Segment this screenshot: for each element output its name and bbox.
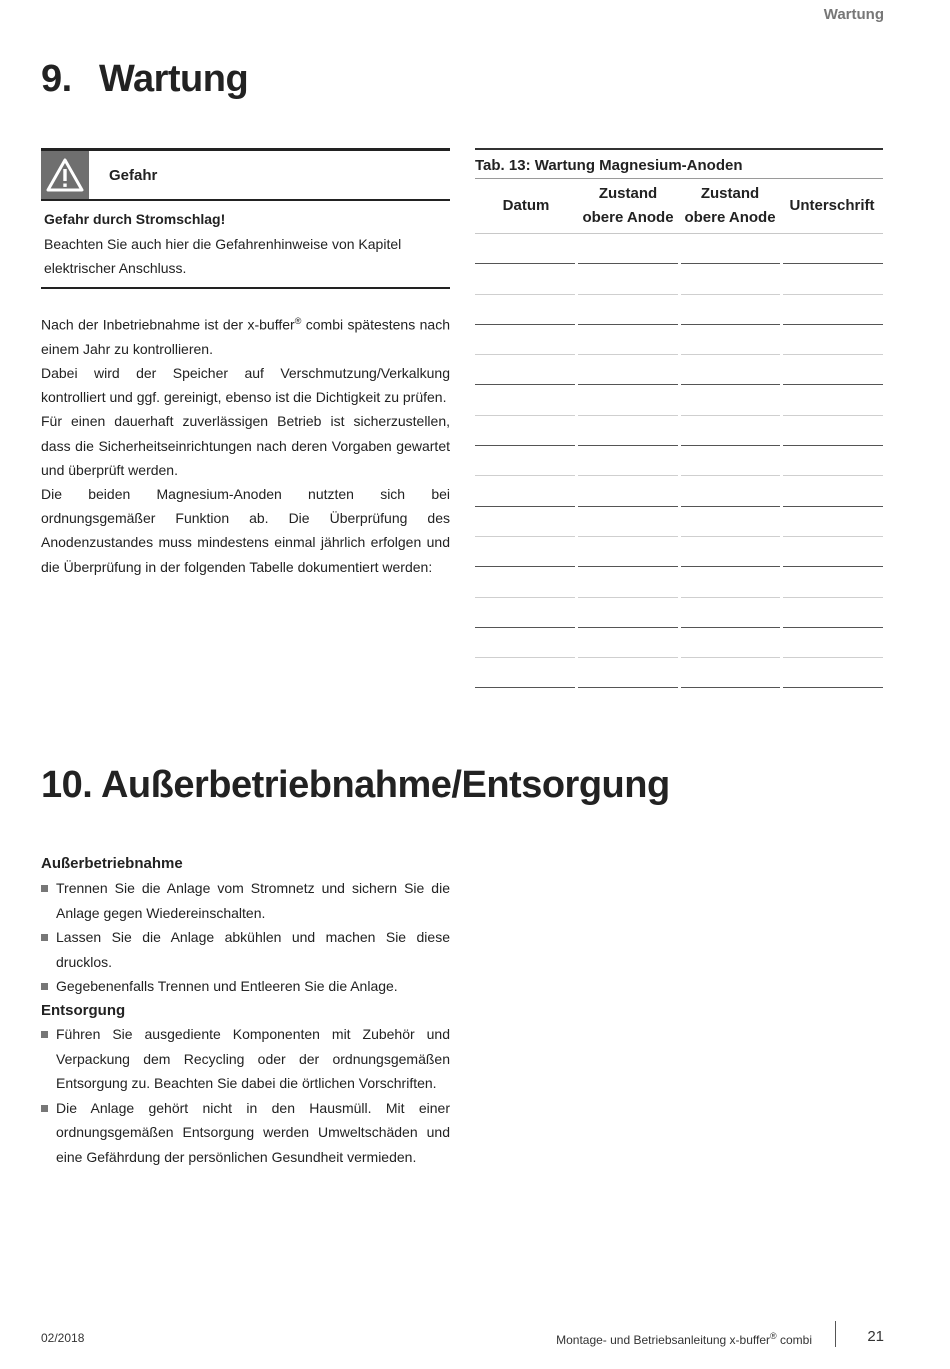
table-cell [783,295,883,325]
disposal-list [41,1022,450,1169]
danger-notice-body [41,201,450,289]
table-row [475,264,883,294]
table-cell [681,355,781,385]
decommission-heading: Außerbetriebnahme [41,855,183,872]
table-cell [783,598,883,628]
running-head: Wartung [823,6,884,23]
maintenance-paragraph: Die beiden Magnesium-Anoden nutzten sich bei ordnungsgemäßer Funktion ab. Die Überprüfung des Anodenzustandes muss mindestens einmal jährlich erfolgen und die Überprüfung in der folgenden Tabelle dokumentiert werden: [41,486,450,575]
footer-date: 02/2018 [41,1331,85,1345]
registered-mark: ® [294,316,302,326]
list-item: Lassen Sie die Anlage abkühlen und machen Sie diese drucklos. [41,925,450,974]
footer-title-text: combi [776,1333,812,1347]
table-cell [578,446,678,476]
table-cell [475,295,575,325]
table-row [475,537,883,567]
table-cell [578,234,678,264]
table-cell [475,355,575,385]
danger-text: Beachten Sie auch hier die Gefahrenhinweise von Kapitel elektrischer Anschluss. [44,235,402,276]
table-header-cell [679,179,781,233]
table-row [475,658,883,688]
table-row [475,598,883,628]
table-cell [475,507,575,537]
table-header-label: Zustand [598,185,658,202]
danger-notice [41,148,450,289]
list-item: Führen Sie ausgediente Komponenten mit Zubehör und Verpackung dem Recycling oder der ordnungsgemäßen Entsorgung zu. Beachten Sie dabei die örtlichen Vorschriften. [41,1022,450,1096]
section-9-title: Wartung [99,58,249,100]
table-body [475,234,883,688]
table-cell [475,628,575,658]
table-cell [783,355,883,385]
list-item: Trennen Sie die Anlage vom Stromnetz und sichern Sie die Anlage gegen Wiedereinschalten. [41,876,450,925]
table-cell [578,355,678,385]
table-row [475,476,883,506]
maintenance-text [41,309,450,579]
list-item: Die Anlage gehört nicht in den Hausmüll. Mit einer ordnungsgemäßen Entsorgung werden Umweltschäden und eine Gefährdung der persönlichen Gesundheit vermieden. [41,1096,450,1170]
table-header-label: obere Anode [684,209,776,226]
table-header-cell [577,179,679,233]
warning-triangle-icon [41,151,89,199]
maintenance-paragraph: Dabei wird der Speicher auf Verschmutzung/Verkalkung kontrolliert und ggf. gereinigt, ebenso ist die Dichtigkeit zu prüfen. [41,365,450,406]
table-cell [681,476,781,506]
table-cell [783,446,883,476]
table-cell [475,537,575,567]
table-cell [783,476,883,506]
table-cell [475,476,575,506]
table-cell [578,476,678,506]
table-cell [783,325,883,355]
maintenance-paragraph: Für einen dauerhaft zuverlässigen Betrieb ist sicherzustellen, dass die Sicherheitseinrichtungen nach deren Vorgaben gewartet und überprüft werden. [41,413,450,478]
table-row [475,446,883,476]
table-row [475,234,883,264]
table-cell [783,264,883,294]
table-row [475,416,883,446]
table-row [475,567,883,597]
table-cell [681,567,781,597]
table-header-label: Zustand [700,185,760,202]
maintenance-paragraph [41,309,450,361]
table-cell [681,264,781,294]
table-cell [578,598,678,628]
table-cell [475,325,575,355]
registered-mark: ® [770,1331,777,1341]
table-cell [578,325,678,355]
table-cell [681,446,781,476]
table-cell [475,234,575,264]
table-header-cell [781,179,883,233]
table-cell [681,598,781,628]
section-9-heading [41,58,248,101]
table-row [475,325,883,355]
list-item: Gegebenenfalls Trennen und Entleeren Sie die Anlage. [41,974,450,999]
table-cell [783,234,883,264]
table-cell [681,507,781,537]
paragraph-text: Nach der Inbetriebnahme ist der x-buffer [41,316,295,333]
table-cell [681,628,781,658]
paragraph-text: combi spätestens nach einem Jahr zu kontrollieren. [41,316,450,357]
table-cell [578,295,678,325]
table-cell [681,295,781,325]
danger-notice-header [41,151,450,201]
table-cell [681,658,781,688]
table-cell [578,537,678,567]
table-header-label: Datum [502,197,550,214]
table-row [475,355,883,385]
table-cell [681,385,781,415]
footer-title [556,1331,812,1347]
section-10-heading: 10. Außerbetriebnahme/Entsorgung [41,764,670,806]
table-cell [783,385,883,415]
table-caption: Tab. 13: Wartung Magnesium-Anoden [475,150,883,179]
disposal-heading: Entsorgung [41,1002,126,1019]
table-cell [475,567,575,597]
table-cell [681,325,781,355]
table-cell [578,628,678,658]
table-row [475,385,883,415]
table-cell [783,416,883,446]
danger-label: Gefahr [109,166,158,184]
decommission-list [41,876,450,999]
table-cell [681,234,781,264]
table-cell [475,658,575,688]
table-cell [783,537,883,567]
footer-divider [835,1321,836,1347]
table-cell [578,567,678,597]
table-header-cell [475,179,577,233]
table-row [475,628,883,658]
table-cell [475,598,575,628]
table-cell [475,264,575,294]
table-cell [475,446,575,476]
table-header-label: obere Anode [582,209,674,226]
table-cell [578,264,678,294]
section-9-number: 9. [41,58,72,100]
table-cell [578,416,678,446]
footer-title-text: Montage- und Betriebsanleitung x-buffer [556,1333,771,1347]
page-number: 21 [867,1328,884,1345]
table-cell [681,416,781,446]
danger-subtitle: Gefahr durch Stromschlag! [44,211,226,227]
anode-maintenance-table [475,148,883,688]
table-cell [475,416,575,446]
table-cell [783,507,883,537]
table-row [475,295,883,325]
table-cell [783,658,883,688]
table-cell [783,628,883,658]
table-cell [783,567,883,597]
table-cell [578,658,678,688]
table-cell [475,385,575,415]
table-cell [681,537,781,567]
table-cell [578,385,678,415]
table-header-label: Unterschrift [789,197,875,214]
table-cell [578,507,678,537]
table-header-row [475,179,883,234]
table-row [475,507,883,537]
